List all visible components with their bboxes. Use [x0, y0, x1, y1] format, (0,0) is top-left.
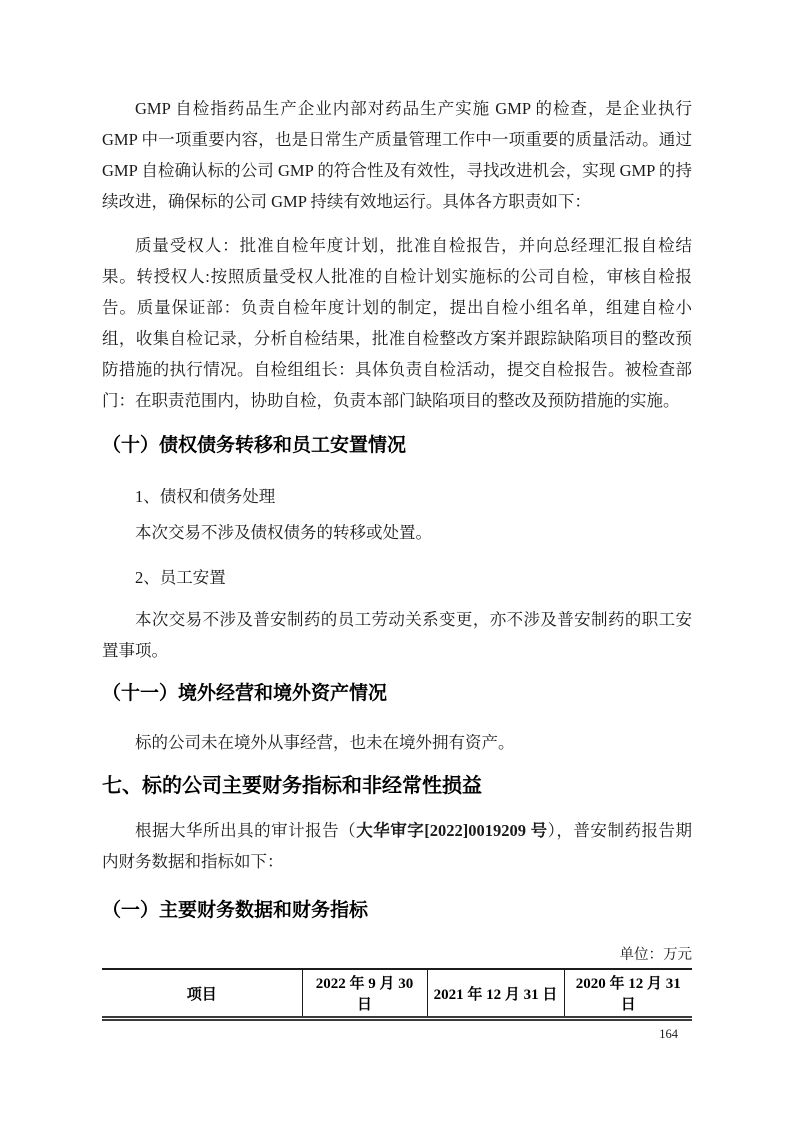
- financial-table: [102, 968, 692, 1021]
- item1-title: 1、债权和债务处理: [135, 487, 276, 506]
- paragraph-audit-report: [102, 815, 692, 877]
- page-number: 164: [659, 1027, 678, 1041]
- paragraph-responsibilities: 质量受权人：批准自检年度计划，批准自检报告，并向总经理汇报自检结果。转授权人:按照质量受权人批准的自检计划实施标的公司自检，审核自检报告。质量保证部：负责自检年度计划的制定，提出自检小组名单，组建自检小组，收集自检记录，分析自检结果，批准自检整改方案并跟踪缺陷项目的整改预防措施的执行情况。自检组组长：具体负责自检活动，提交自检报告。被检查部门：在职责范围内，协助自检，负责本部门缺陷项目的整改及预防措施的实施。: [102, 236, 692, 410]
- audit-report-text-post: ），普安制药报告期内财务数据和指标如下：: [102, 821, 693, 871]
- item2-body: 本次交易不涉及普安制药的员工劳动关系变更，亦不涉及普安制药的职工安置事项。: [102, 610, 692, 660]
- section-heading-7-1: （一）主要财务数据和财务指标: [102, 900, 369, 921]
- table-header-date-2020: 2020 年 12 月 31 日: [564, 969, 692, 1019]
- section-heading-10: （十）债权债务转移和员工安置情况: [102, 435, 407, 456]
- page-content: [102, 0, 692, 1042]
- table-header-row: [102, 969, 692, 1019]
- section-heading-11: （十一）境外经营和境外资产情况: [102, 683, 388, 704]
- paragraph-overseas: 标的公司未在境外从事经营，也未在境外拥有资产。: [135, 733, 515, 752]
- audit-report-number: 大华审字[2022]0019209 号: [356, 821, 548, 840]
- chapter-heading-7: 七、标的公司主要财务指标和非经常性损益: [102, 775, 482, 797]
- table-header-date-2022: 2022 年 9 月 30 日: [302, 969, 427, 1019]
- item2-title: 2、员工安置: [135, 568, 226, 587]
- table-header-date-2021: 2021 年 12 月 31 日: [427, 969, 564, 1019]
- audit-report-text-pre: 根据大华所出具的审计报告（: [135, 821, 357, 840]
- table-header-item: 项目: [186, 986, 217, 1003]
- unit-note: 单位：万元: [619, 947, 692, 963]
- item1-body: 本次交易不涉及债权债务的转移或处置。: [135, 523, 432, 542]
- paragraph-gmp-intro: GMP 自检指药品生产企业内部对药品生产实施 GMP 的检查，是企业执行 GMP 中一项重要内容，也是日常生产质量管理工作中一项重要的质量活动。通过 GMP 自检确认标的公司 GMP 的符合性及有效性，寻找改进机会，实现 GMP 的持续改进，确保标的公司 GMP 持续有效地运行。具体各方职责如下：: [102, 99, 692, 211]
